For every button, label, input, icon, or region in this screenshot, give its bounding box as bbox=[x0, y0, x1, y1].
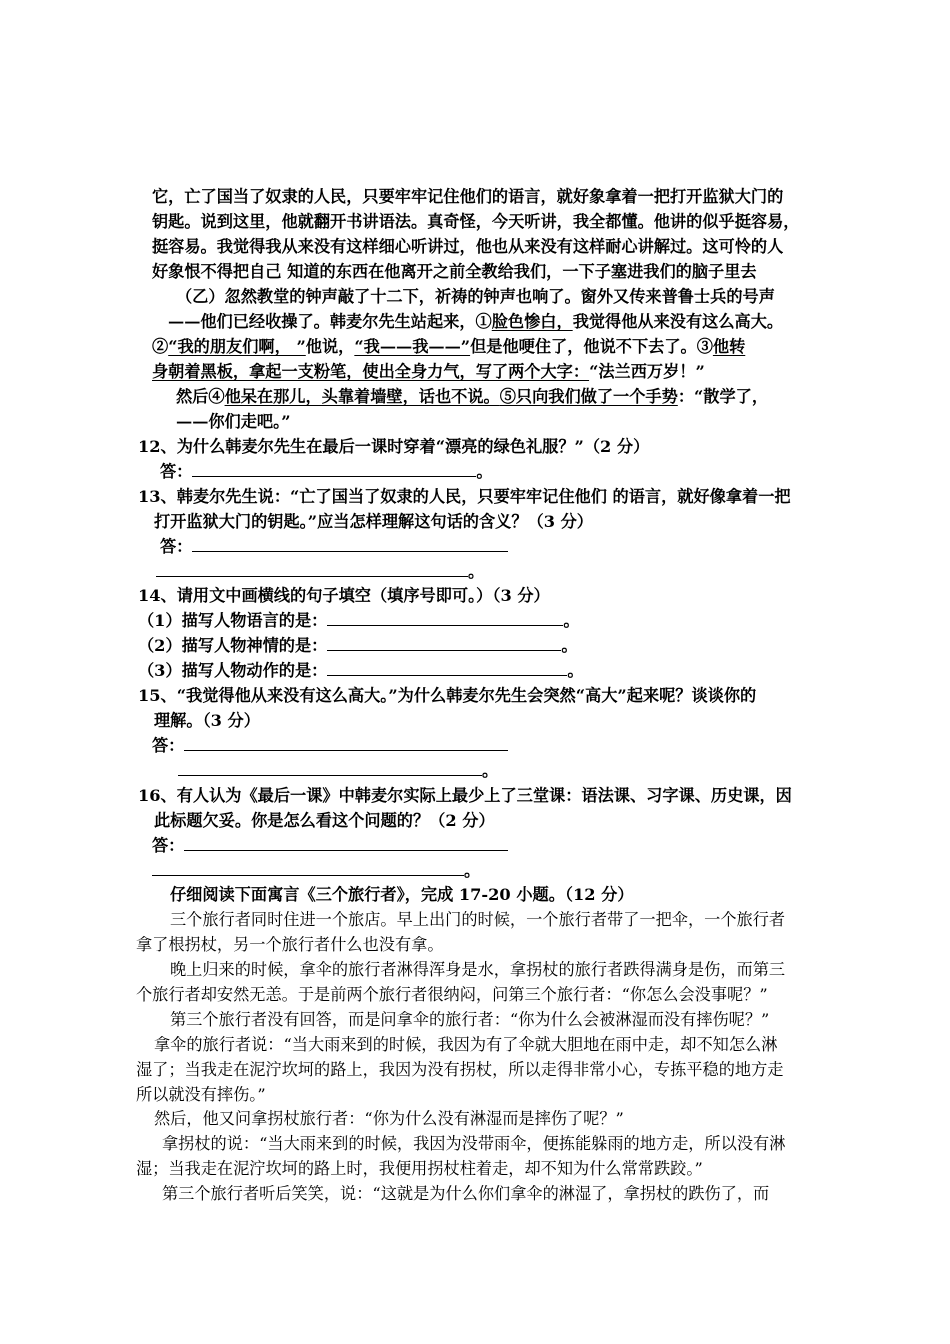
passage-b-line-4 bbox=[152, 361, 705, 383]
question-12: 12、为什么韩麦尔先生在最后一课时穿着“漂亮的绿色礼服？”（2 分） bbox=[138, 437, 650, 456]
period: 。 bbox=[482, 761, 499, 780]
period: 。 bbox=[464, 861, 481, 880]
answer-blank[interactable] bbox=[327, 635, 561, 651]
passage-b-text: “法兰西万岁！” bbox=[589, 362, 705, 381]
underlined-sentence-3a: 他转 bbox=[712, 337, 746, 356]
fable-p4-line-3: 所以就没有摔伤。” bbox=[136, 1085, 266, 1104]
underlined-sentence-2a: “我的朋友们啊， ” bbox=[168, 337, 306, 356]
passage-b-line-1: （乙）忽然教堂的钟声敲了十二下，祈祷的钟声也响了。窗外又传来普鲁士兵的号声 bbox=[176, 287, 775, 306]
period: 。 bbox=[468, 562, 485, 581]
question-14-2-label: （2）描写人物神情的是： bbox=[138, 636, 328, 655]
question-14-1-label: （1）描写人物语言的是： bbox=[138, 611, 328, 630]
fable-p5: 然后，他又问拿拐杖旅行者：“你为什么没有淋湿而是摔伤了呢？” bbox=[154, 1109, 624, 1128]
underlined-sentence-5: ⑤只向我们做了一个手势 bbox=[499, 387, 678, 406]
answer-15-line-2 bbox=[178, 760, 498, 782]
passage-b-line-2 bbox=[168, 311, 783, 333]
passage-b-text: 然后④ bbox=[176, 387, 225, 406]
period: 。 bbox=[567, 661, 584, 680]
fable-p2-line-1: 晚上归来的时候，拿伞的旅行者淋得浑身是水，拿拐杖的旅行者跌得满身是伤，而第三 bbox=[170, 960, 786, 979]
period: 。 bbox=[563, 611, 580, 630]
underlined-sentence-2b: “我——我——” bbox=[354, 337, 471, 356]
underlined-sentence-4: 他呆在那儿，头靠着墙壁，话也不说。 bbox=[224, 387, 500, 406]
underlined-sentence-3b: 身朝着黑板，拿起一支粉笔，使出全身力气，写了两个大字： bbox=[152, 362, 590, 381]
passage-a-line-1: 它，亡了国当了奴隶的人民，只要牢牢记住他们的语言，就好象拿着一把打开监狱大门的 bbox=[152, 187, 784, 206]
passage-b-text: 但是他哽住了，他说不下去了。③ bbox=[470, 337, 713, 356]
question-14-3-label: （3）描写人物动作的是： bbox=[138, 661, 328, 680]
passage-b-text: 我觉得他从来没有这么高大。 bbox=[572, 312, 784, 331]
question-14: 14、请用文中画横线的句子填空（填序号即可。）（3 分） bbox=[138, 586, 550, 605]
passage-a-line-4: 好象恨不得把自己 知道的东西在他离开之前全教给我们，一下子塞进我们的脑子里去 bbox=[152, 262, 757, 281]
answer-15-line-1 bbox=[152, 735, 508, 757]
passage-b-line-3 bbox=[152, 336, 745, 358]
fable-p7: 第三个旅行者听后笑笑，说：“这就是为什么你们拿伞的淋湿了，拿拐杖的跌伤了，而 bbox=[162, 1184, 770, 1203]
question-14-2 bbox=[138, 635, 578, 657]
passage-b-text: ：“散学了， bbox=[677, 387, 769, 406]
answer-label: 答： bbox=[152, 736, 185, 755]
passage-b-line-6: ——你们走吧。” bbox=[176, 412, 291, 431]
question-13-line-1: 13、韩麦尔先生说：“亡了国当了奴隶的人民，只要牢牢记住他们 的语言，就好像拿着一把 bbox=[138, 487, 791, 506]
passage-b-text: ② bbox=[152, 337, 169, 356]
answer-blank[interactable] bbox=[178, 760, 482, 776]
answer-12 bbox=[160, 461, 493, 483]
answer-blank[interactable] bbox=[192, 461, 476, 477]
answer-label: 答： bbox=[152, 836, 185, 855]
answer-blank[interactable] bbox=[192, 536, 508, 552]
answer-blank[interactable] bbox=[184, 735, 508, 751]
question-14-3 bbox=[138, 660, 584, 682]
passage-b-line-5 bbox=[176, 386, 768, 408]
fable-p1-line-1: 三个旅行者同时住进一个旅店。早上出门的时候，一个旅行者带了一把伞，一个旅行者 bbox=[170, 910, 786, 929]
answer-16-line-2 bbox=[152, 860, 480, 882]
period: 。 bbox=[561, 636, 578, 655]
fable-p4-line-2: 湿了；当我走在泥泞坎坷的路上，我因为没有拐杖，所以走得非常小心，专拣平稳的地方走 bbox=[136, 1060, 784, 1079]
answer-blank[interactable] bbox=[327, 610, 563, 626]
answer-label: 答： bbox=[160, 462, 193, 481]
period: 。 bbox=[476, 462, 493, 481]
passage-b-text: 他说， bbox=[305, 337, 355, 356]
passage-a-line-3: 挺容易。我觉得我从来没有这样细心听讲过，他也从来没有这样耐心讲解过。这可怜的人 bbox=[152, 237, 784, 256]
fable-p6-line-2: 湿；当我走在泥泞坎坷的路上时，我便用拐杖柱着走，却不知为什么常常跌跤。” bbox=[136, 1159, 703, 1178]
answer-blank[interactable] bbox=[184, 835, 508, 851]
fable-p4-line-1: 拿伞的旅行者说：“当大雨来到的时候，我因为有了伞就大胆地在雨中走，却不知怎么淋 bbox=[154, 1035, 778, 1054]
passage-b-text: ——他们已经收操了。韩麦尔先生站起来，① bbox=[168, 312, 492, 331]
question-15-line-2: 理解。（3 分） bbox=[154, 711, 260, 730]
passage-a-line-2: 钥匙。说到这里，他就翻开书讲语法。真奇怪，今天听讲，我全都懂。他讲的似乎挺容易， bbox=[152, 212, 800, 231]
underlined-sentence-1: 脸色惨白， bbox=[491, 312, 573, 331]
question-13-line-2: 打开监狱大门的钥匙。”应当怎样理解这句话的含义？（3 分） bbox=[154, 512, 593, 531]
fable-p3: 第三个旅行者没有回答，而是问拿伞的旅行者：“你为什么会被淋湿而没有摔伤呢？” bbox=[170, 1010, 770, 1029]
answer-blank[interactable] bbox=[156, 561, 468, 577]
fable-heading: 仔细阅读下面寓言《三个旅行者》，完成 17-20 小题。（12 分） bbox=[170, 885, 634, 904]
answer-13-line-2 bbox=[156, 561, 484, 583]
answer-16-line-1 bbox=[152, 835, 508, 857]
answer-blank[interactable] bbox=[327, 660, 567, 676]
answer-label: 答： bbox=[160, 537, 193, 556]
fable-p2-line-2: 个旅行者却安然无恙。于是前两个旅行者很纳闷，问第三个旅行者：“你怎么会没事呢？” bbox=[136, 985, 768, 1004]
answer-13-line-1 bbox=[160, 536, 508, 558]
question-15-line-1: 15、“我觉得他从来没有这么高大。”为什么韩麦尔先生会突然“高大”起来呢？谈谈你的 bbox=[138, 686, 757, 705]
answer-blank[interactable] bbox=[152, 860, 464, 876]
question-16-line-2: 此标题欠妥。你是怎么看这个问题的？（2 分） bbox=[154, 811, 495, 830]
fable-p6-line-1: 拿拐杖的说：“当大雨来到的时候，我因为没带雨伞，便拣能躲雨的地方走，所以没有淋 bbox=[162, 1134, 786, 1153]
fable-p1-line-2: 拿了根拐杖，另一个旅行者什么也没有拿。 bbox=[136, 935, 444, 954]
question-16-line-1: 16、有人认为《最后一课》中韩麦尔实际上最少上了三堂课：语法课、习字课、历史课，因 bbox=[138, 786, 792, 805]
question-14-1 bbox=[138, 610, 580, 632]
